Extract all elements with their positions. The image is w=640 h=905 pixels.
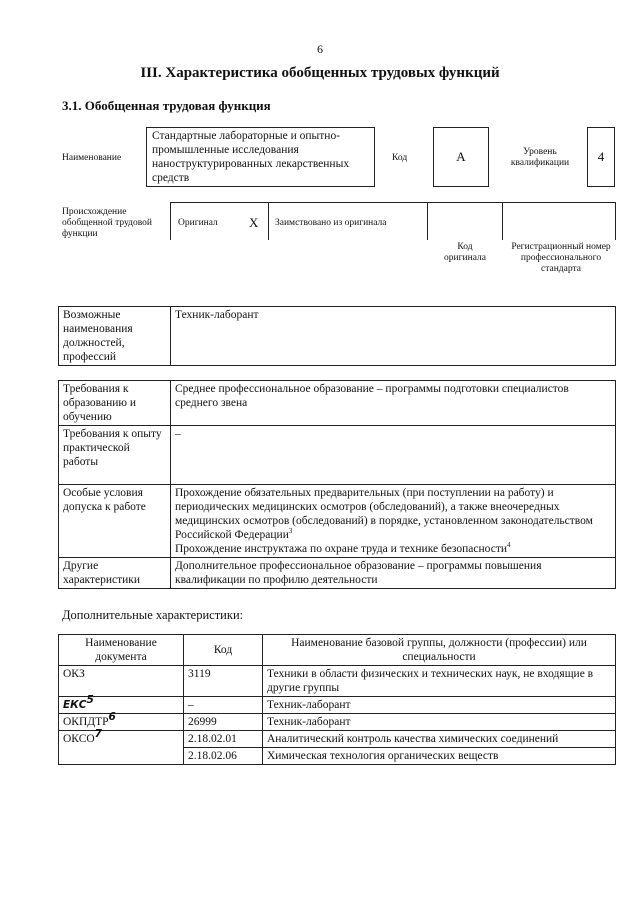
req-value: Среднее профессиональное образование – программы подготовки специалистов среднего звена: [171, 381, 616, 426]
level-label: Уровень квалификации: [510, 147, 570, 168]
function-name-box: [146, 127, 375, 187]
req-value: Дополнительное профессиональное образование – программы повышения квалификации по профилю деятельности: [171, 558, 616, 589]
doc-cell: ОКСО$^7$: [59, 731, 184, 748]
doc-cell: ЕКС$^5$: [59, 697, 184, 714]
level-box: [587, 127, 615, 187]
doc-cell: ОКЗ: [59, 666, 184, 697]
req-label: Требования к опыту практической работы: [59, 426, 171, 485]
code-value: A: [456, 149, 466, 164]
original-label: Оригинал: [178, 218, 218, 228]
code-cell: 2.18.02.01: [184, 731, 263, 748]
page-number: 6: [317, 42, 323, 56]
positions-label: Возможные наименования должностей, профессий: [59, 307, 171, 366]
table-row: [59, 714, 616, 731]
requirement-row-education: [59, 381, 616, 426]
col-header: Наименование документа: [59, 635, 184, 666]
requirement-row-other: [59, 558, 616, 589]
name-cell: Техники в области физических и технических наук, не входящие в другие группы: [263, 666, 616, 697]
requirements-table: [58, 380, 616, 589]
additional-title: Дополнительные характеристики:: [62, 608, 244, 622]
requirement-row-special: [59, 485, 616, 558]
reg-number-label: Регистрационный номер профессионального стандарта: [511, 242, 611, 274]
level-value: 4: [597, 149, 605, 164]
code-cell: 2.18.02.06: [184, 748, 263, 765]
req-label: Требования к образованию и обучению: [59, 381, 171, 426]
table-row: [59, 666, 616, 697]
req-value-special: Прохождение обязательных предварительных (при поступлении на работу) и периодических медицинских осмотров (обследований), а также внеочередных медицинских осмотров (обследований) в порядке, установленном законодательством Российской Федерации$^3$ Прохождение инструктажа по охране труда и технике безопасности$^4$: [171, 485, 616, 558]
code-box: [433, 127, 489, 187]
req-value: –: [171, 426, 616, 485]
requirement-row-experience: [59, 426, 616, 485]
origin-divider-2: [427, 202, 428, 240]
origin-box: [170, 202, 616, 240]
code-label: Код: [392, 153, 408, 163]
table-row: [59, 731, 616, 748]
doc-cell: [59, 748, 184, 765]
name-cell: Химическая технология органических веществ: [263, 748, 616, 765]
code-cell: 26999: [184, 714, 263, 731]
req-label: Особые условия допуска к работе: [59, 485, 171, 558]
table-row: [59, 748, 616, 765]
code-original-label: Код оригинала: [444, 242, 486, 263]
name-cell: Техник-лаборант: [263, 714, 616, 731]
borrowed-label: Заимствовано из оригинала: [275, 218, 387, 228]
col-header: Наименование базовой группы, должности (профессии) или специальности: [263, 635, 616, 666]
positions-table: [58, 306, 616, 366]
code-cell: –: [184, 697, 263, 714]
subsection-title: 3.1. Обобщенная трудовая функция: [62, 98, 271, 113]
doc-cell: ОКПДТР$^6$: [59, 714, 184, 731]
positions-value: Техник-лаборант: [171, 307, 616, 366]
additional-table: [58, 634, 616, 765]
origin-divider-1: [268, 202, 269, 240]
function-name-value: Стандартные лабораторные и опытно-промышленные исследования наноструктурированных лекарственных средств: [152, 130, 350, 184]
name-cell: Техник-лаборант: [263, 697, 616, 714]
table-row: [59, 697, 616, 714]
table-header-row: [59, 635, 616, 666]
original-mark: X: [249, 215, 259, 230]
col-header: Код: [184, 635, 263, 666]
origin-label: Происхождение обобщенной трудовой функции: [62, 207, 152, 239]
name-cell: Аналитический контроль качества химических соединений: [263, 731, 616, 748]
name-label: Наименование: [62, 153, 122, 163]
origin-divider-3: [502, 202, 503, 240]
code-cell: 3119: [184, 666, 263, 697]
section-title: III. Характеристика обобщенных трудовых функций: [140, 65, 500, 81]
req-label: Другие характеристики: [59, 558, 171, 589]
